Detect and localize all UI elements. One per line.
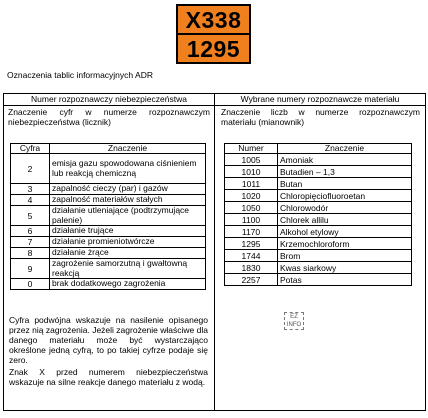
notes [9, 315, 208, 389]
table-row [11, 248, 206, 259]
digit-cell: 7 [11, 237, 50, 248]
column-header-number: Numer [225, 144, 278, 154]
table-row [11, 184, 206, 195]
table-row [11, 154, 206, 184]
number-cell: 2257 [225, 274, 278, 286]
table-row [225, 226, 412, 238]
digit-cell: 6 [11, 226, 50, 237]
number-cell: 1050 [225, 202, 278, 214]
table-row [11, 259, 206, 279]
meaning-cell: emisja gazu spowodowana ciśnieniem lub reakcją chemiczną [50, 154, 206, 184]
table-row [225, 250, 412, 262]
meaning-cell: działanie promieniotwórcze [50, 237, 206, 248]
number-cell: 1100 [225, 214, 278, 226]
table-row [225, 166, 412, 178]
table-row [11, 279, 206, 290]
table-row [11, 195, 206, 206]
adr-plate-hazard-number: X338 [178, 6, 249, 35]
meaning-cell: działanie trujące [50, 226, 206, 237]
meaning-cell: Butan [278, 178, 412, 190]
right-section-description: Znaczenie liczb w numerze rozpoznawczym materiału (mianownik) [221, 107, 420, 127]
meaning-cell: Brom [278, 250, 412, 262]
meaning-cell: działanie utleniające (podtrzymujące palenie) [50, 206, 206, 226]
table-row [11, 226, 206, 237]
header-divider [3, 105, 426, 106]
table-row [225, 190, 412, 202]
table-row [11, 206, 206, 226]
table-row [225, 178, 412, 190]
digit-cell: 3 [11, 184, 50, 195]
number-cell: 1830 [225, 262, 278, 274]
table-row [225, 154, 412, 166]
left-section-description: Znaczenie cyfr w numerze rozpoznawczym niebezpieczeństwa (licznik) [8, 107, 210, 127]
column-header-digit: Cyfra [11, 144, 50, 154]
note-double-digit: Cyfra podwójna wskazuje na nasilenie opisanego przez nią zagrożenia. Jeżeli zagrożenie właściwe dla danego materiału może być wystarczająco określone jedną cyfrą, to po takiej cyfrze podaje się zero. [9, 315, 208, 365]
table-row [225, 274, 412, 286]
digit-cell: 5 [11, 206, 50, 226]
meaning-cell: Alkohol etylowy [278, 226, 412, 238]
meaning-cell: Potas [278, 274, 412, 286]
number-cell: 1295 [225, 238, 278, 250]
meaning-cell: Chloropięciofluoroetan [278, 190, 412, 202]
number-cell: 1010 [225, 166, 278, 178]
adr-plate-un-number: 1295 [186, 36, 241, 62]
left-section-header: Numer rozpoznawczy niebezpieczeństwa [31, 94, 187, 104]
meaning-cell: zagrożenie samorzutną i gwałtowną reakcją [50, 259, 206, 279]
table-row [225, 238, 412, 250]
meaning-cell: zapalność materiałów stałych [50, 195, 206, 206]
note-x-prefix: Znak X przed numerem niebezpieczeństwa wskazuje na silne reakcje danego materiału z wodą. [9, 367, 208, 387]
right-section-header: Wybrane numery rozpoznawcze materiału [240, 94, 400, 104]
figure-caption: Oznaczenia tablic informacyjnych ADR [7, 70, 153, 80]
material-number-table [224, 143, 412, 286]
digit-cell: 0 [11, 279, 50, 290]
table-row [225, 202, 412, 214]
meaning-cell: Amoniak [278, 154, 412, 166]
meaning-cell: Krzemochloroform [278, 238, 412, 250]
number-cell: 1020 [225, 190, 278, 202]
meaning-cell: działanie żrące [50, 248, 206, 259]
number-cell: 1011 [225, 178, 278, 190]
meaning-cell: brak dodatkowego zagrożenia [50, 279, 206, 290]
column-divider [214, 93, 215, 411]
number-cell: 1005 [225, 154, 278, 166]
hazard-digit-table [10, 143, 206, 290]
meaning-cell: Kwas siarkowy [278, 262, 412, 274]
table-header-row [11, 144, 206, 154]
number-cell: 1744 [225, 250, 278, 262]
meaning-cell: Butadien – 1,3 [278, 166, 412, 178]
table-row [225, 214, 412, 226]
meaning-cell: Chlorek allilu [278, 214, 412, 226]
column-header-meaning: Znaczenie [278, 144, 412, 154]
meaning-cell: zapalność cieczy (par) i gazów [50, 184, 206, 195]
info-stamp-icon: EZ INFO [284, 312, 304, 330]
table-row [225, 262, 412, 274]
digit-cell: 4 [11, 195, 50, 206]
digit-cell: 9 [11, 259, 50, 279]
number-cell: 1170 [225, 226, 278, 238]
table-header-row [225, 144, 412, 154]
column-header-meaning: Znaczenie [50, 144, 206, 154]
table-row [11, 237, 206, 248]
digit-cell: 8 [11, 248, 50, 259]
digit-cell: 2 [11, 154, 50, 184]
meaning-cell: Chlorowodór [278, 202, 412, 214]
adr-plate [176, 4, 251, 64]
